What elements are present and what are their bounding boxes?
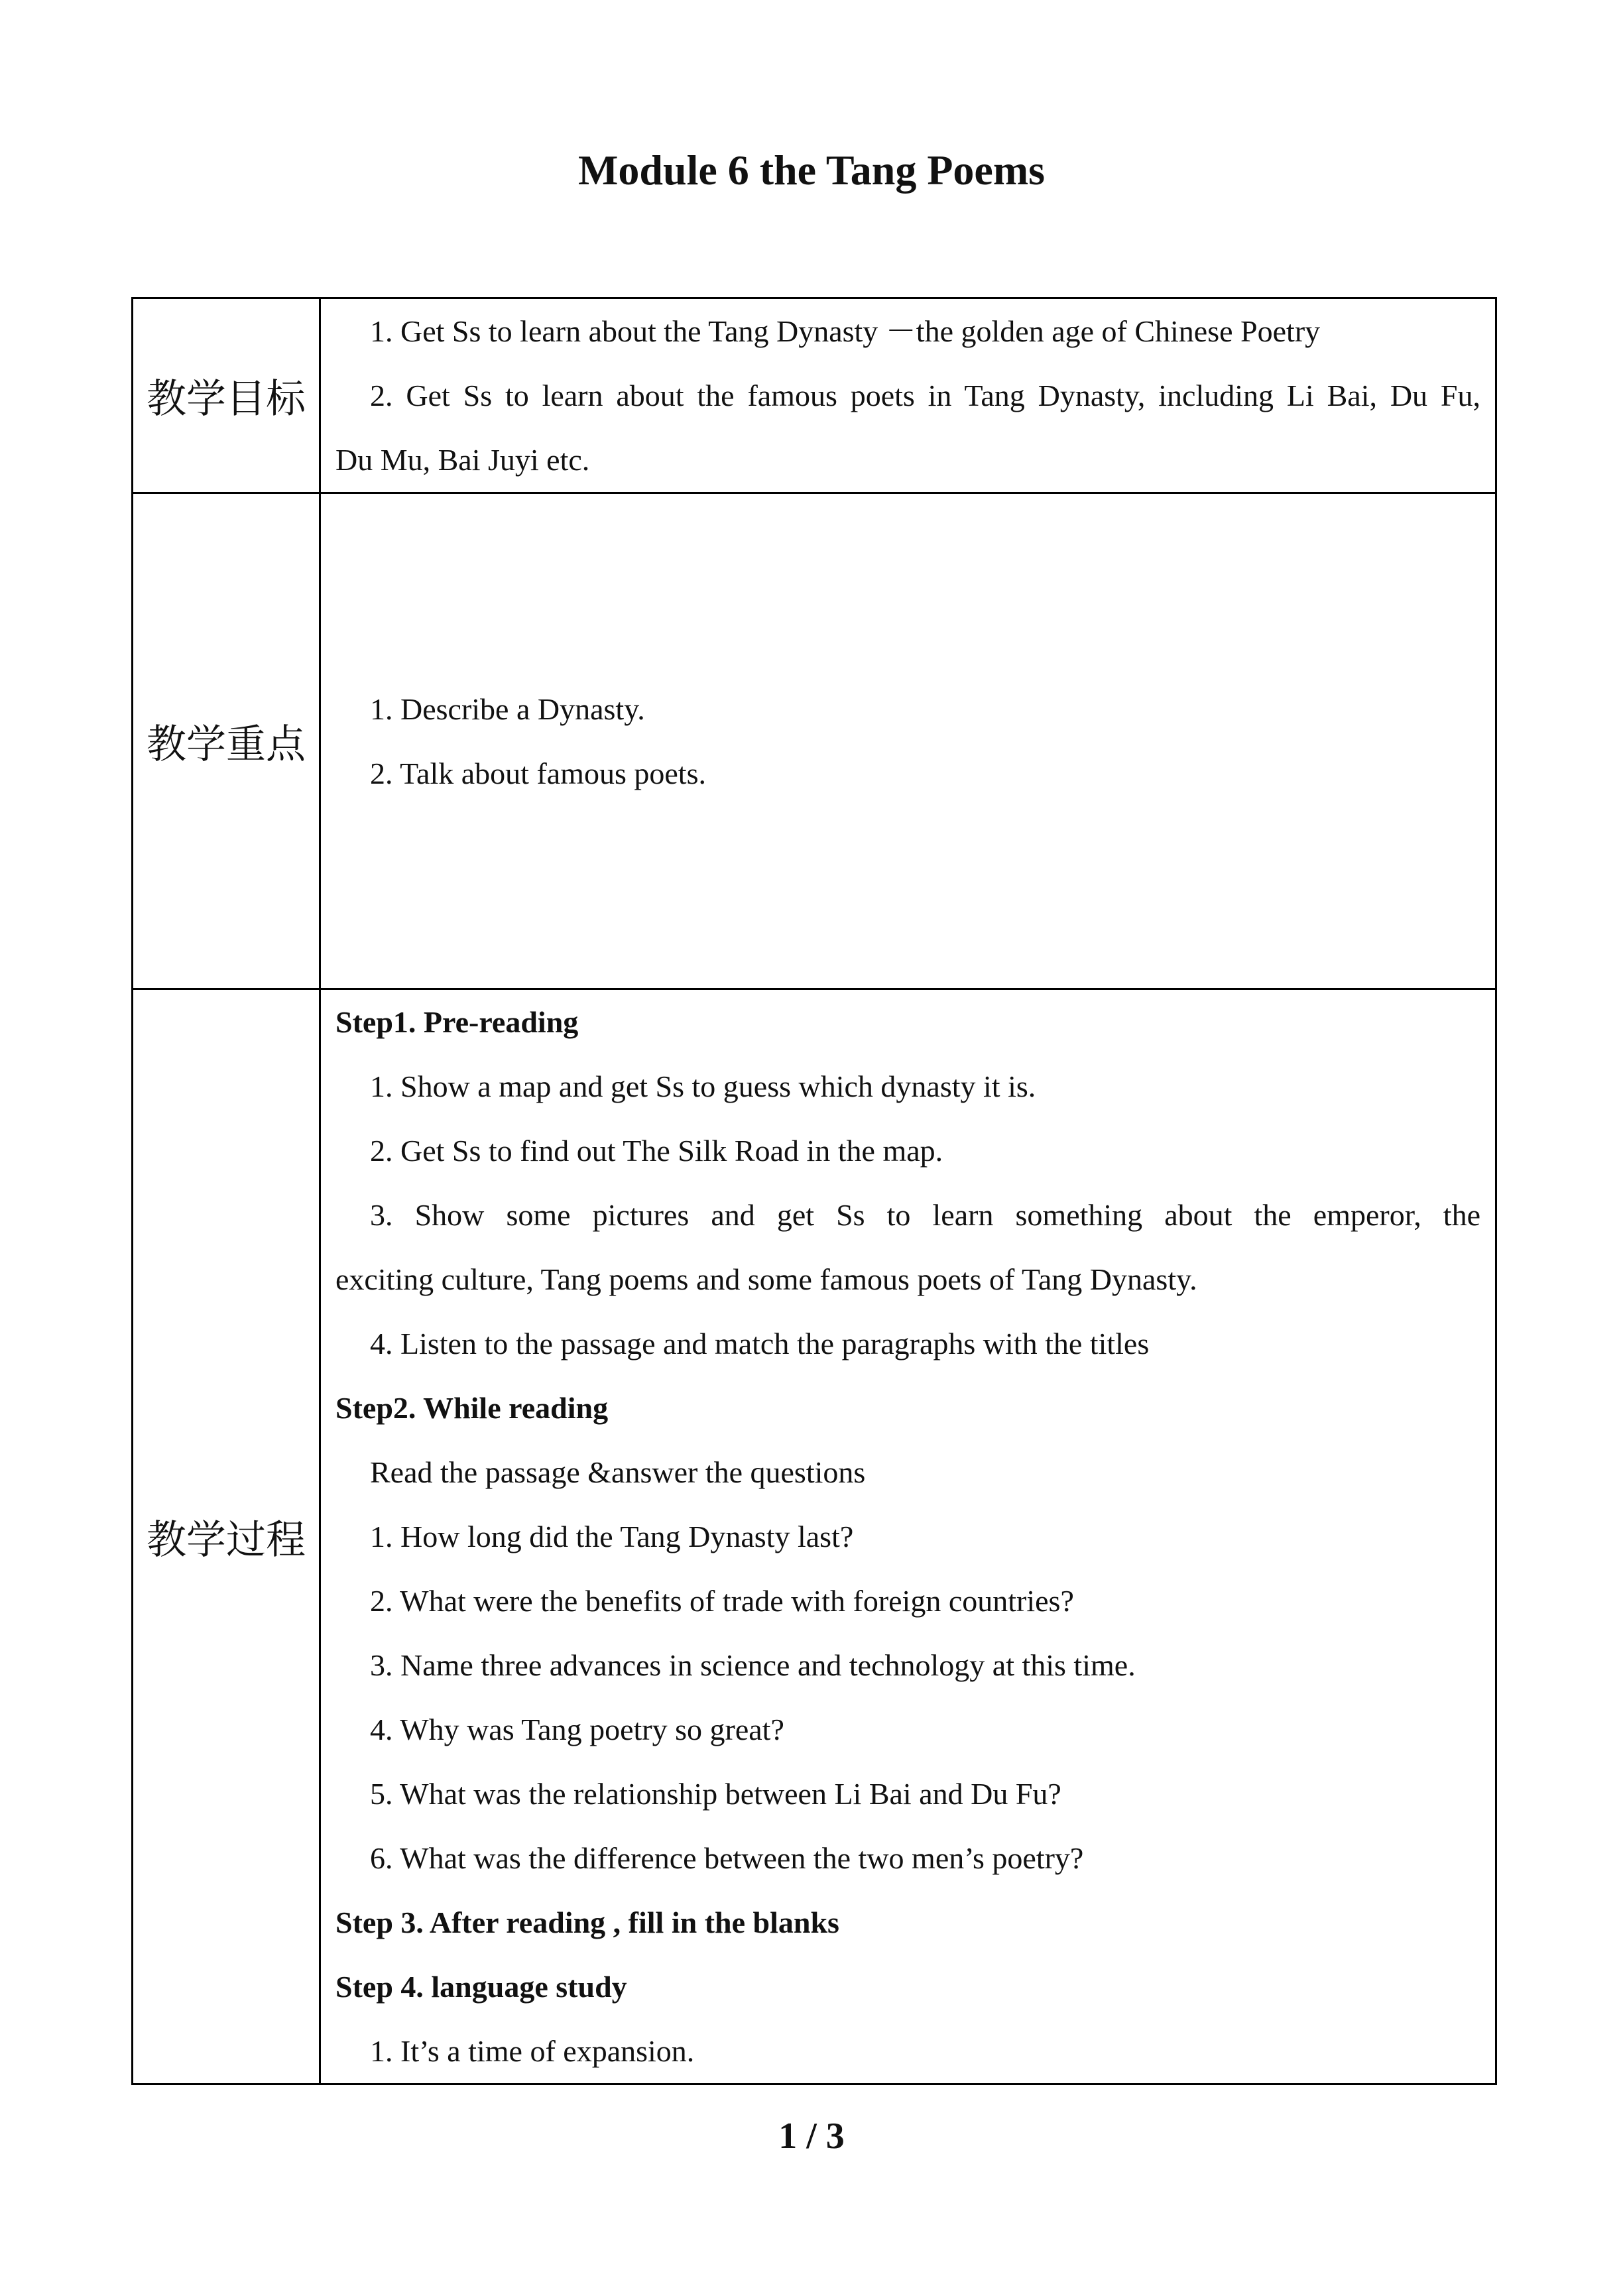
- row-label-objectives: 教学目标: [133, 298, 320, 493]
- lesson-plan-table: [131, 297, 1497, 2085]
- key-points-cell: [320, 493, 1496, 989]
- page-number: 1 / 3: [778, 2116, 845, 2157]
- row-label-process: 教学过程: [133, 989, 320, 2085]
- key-points-line-2: 2. Talk about famous poets.: [370, 756, 706, 790]
- process-line: exciting culture, Tang poems and some famous poets of Tang Dynasty.: [335, 1262, 1197, 1296]
- question-item: 3. Name three advances in science and technology at this time.: [370, 1648, 1136, 1682]
- question-item: 2. What were the benefits of trade with foreign countries?: [370, 1584, 1074, 1618]
- table-row-objectives: [133, 298, 1496, 493]
- objectives-line-2: 2. Get Ss to learn about the famous poets in Tang Dynasty, including Li Bai, Du Fu,: [370, 379, 1480, 412]
- question-item: 5. What was the relationship between Li Bai and Du Fu?: [370, 1777, 1061, 1811]
- document-title: Module 6 the Tang Poems: [577, 147, 1046, 194]
- step-heading-after-reading: Step 3. After reading , fill in the blanks: [335, 1905, 839, 1939]
- objectives-line-3: Du Mu, Bai Juyi etc.: [335, 443, 590, 477]
- row-label-key-points: 教学重点: [133, 493, 320, 989]
- key-points-line-1: 1. Describe a Dynasty.: [370, 692, 645, 726]
- step-heading-while-reading: Step2. While reading: [335, 1391, 609, 1425]
- table-row-key-points: [133, 493, 1496, 989]
- step-heading-language-study: Step 4. language study: [335, 1970, 627, 2004]
- process-cell: [320, 989, 1496, 2085]
- objectives-line-1: 1. Get Ss to learn about the Tang Dynasty －the golden age of Chinese Poetry: [370, 314, 1321, 348]
- question-item: 4. Why was Tang poetry so great?: [370, 1713, 784, 1746]
- objectives-cell: [320, 298, 1496, 493]
- question-item: 6. What was the difference between the two men’s poetry?: [370, 1841, 1084, 1875]
- question-item: 1. How long did the Tang Dynasty last?: [370, 1520, 854, 1553]
- process-line: 3. Show some pictures and get Ss to learn something about the emperor, the: [370, 1198, 1480, 1232]
- process-line: Read the passage &answer the questions: [370, 1455, 866, 1489]
- process-line: 1. Show a map and get Ss to guess which dynasty it is.: [370, 1069, 1036, 1103]
- table-row-process: [133, 989, 1496, 2085]
- process-line: 1. It’s a time of expansion.: [370, 2034, 695, 2068]
- process-line: 2. Get Ss to find out The Silk Road in the map.: [370, 1134, 943, 1168]
- process-line: 4. Listen to the passage and match the paragraphs with the titles: [370, 1327, 1150, 1360]
- step-heading-pre-reading: Step1. Pre-reading: [335, 1005, 579, 1039]
